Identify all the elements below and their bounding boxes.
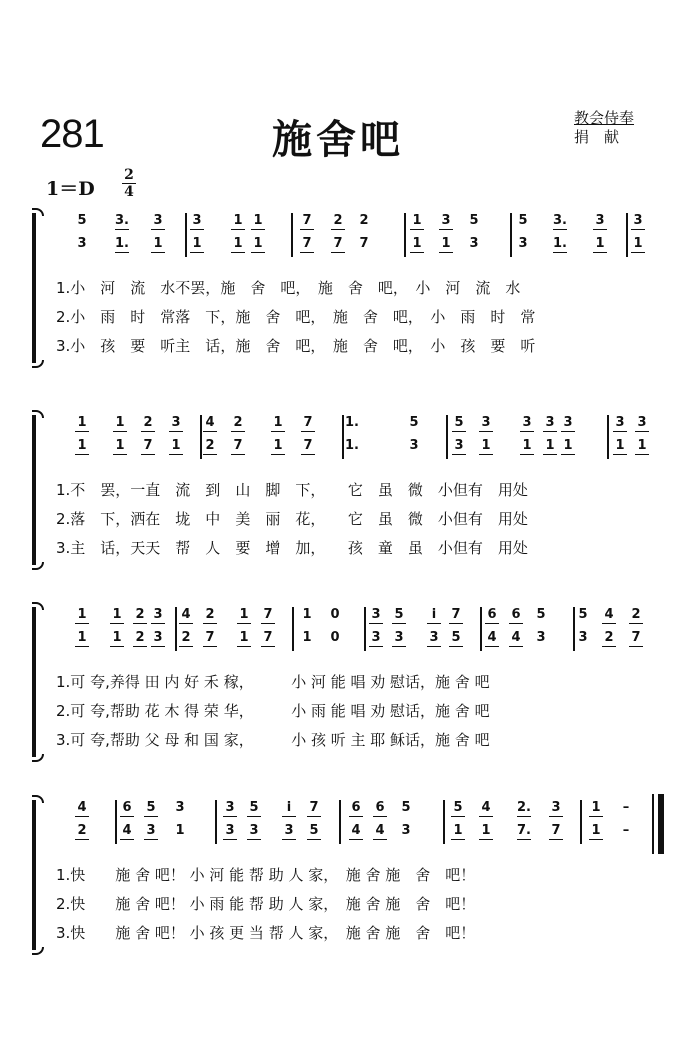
barline xyxy=(185,213,187,257)
lyric-verse-2: 2.小 雨 时 常落 下，施 舍 吧， 施 舍 吧， 小 雨 时 常 xyxy=(56,308,536,326)
time-signature-bottom: 4 xyxy=(124,184,134,200)
note: 7 xyxy=(307,800,321,817)
note: 2. xyxy=(517,800,531,815)
note: 2 xyxy=(141,415,155,432)
note: 3 xyxy=(536,630,546,645)
note: 7 xyxy=(261,630,275,647)
note: 3 xyxy=(439,213,453,230)
lyric-verse-1: 1.不 罢，一直 流 到 山 脚 下， 它 虽 微 小但有 用处 xyxy=(56,481,528,499)
note: 7 xyxy=(231,438,245,455)
lyric-verse-2: 2.快 施 舍 吧！ 小 雨 能 帮 助 人 家， 施 舍 施 舍 吧！ xyxy=(56,895,476,913)
note: 4 xyxy=(509,630,523,647)
lyric-verse-1: 1.快 施 舍 吧！ 小 河 能 帮 助 人 家， 施 舍 施 舍 吧！ xyxy=(56,866,476,884)
note: – xyxy=(622,800,630,815)
lower-voice xyxy=(0,438,700,458)
note: 3 xyxy=(520,415,534,432)
note: 5 xyxy=(77,213,87,228)
note: 5 xyxy=(518,213,528,228)
note: 1 xyxy=(479,823,493,840)
note: 1 xyxy=(593,236,607,253)
note: 5 xyxy=(451,800,465,817)
note: 3 xyxy=(631,213,645,230)
note: 3. xyxy=(553,213,567,228)
note: 1 xyxy=(75,607,89,624)
note: 3 xyxy=(452,438,466,455)
barline xyxy=(573,607,575,651)
note: 4 xyxy=(349,823,363,840)
note: 3 xyxy=(190,213,204,230)
note: i xyxy=(282,800,296,817)
note: 6 xyxy=(509,607,523,624)
note: 4 xyxy=(485,630,499,647)
note: 1 xyxy=(237,630,251,647)
note: 3 xyxy=(169,415,183,432)
note: 3 xyxy=(223,823,237,840)
barline xyxy=(404,213,406,257)
upper-voice xyxy=(0,607,700,627)
lower-voice xyxy=(0,823,700,843)
note: 4 xyxy=(479,800,493,817)
note: 7 xyxy=(203,630,217,647)
barline xyxy=(292,607,294,651)
note: 1 xyxy=(237,607,251,624)
note: 6 xyxy=(485,607,499,624)
note: 4 xyxy=(75,800,89,817)
note: 1 xyxy=(231,236,245,253)
note: 4 xyxy=(373,823,387,840)
note: 3 xyxy=(369,607,383,624)
lyric-verse-3: 3.快 施 舍 吧！ 小 孩 更 当 帮 人 家， 施 舍 施 舍 吧！ xyxy=(56,924,476,942)
note: 3 xyxy=(369,630,383,647)
lyric-verse-1: 1.小 河 流 水不罢，施 舍 吧， 施 舍 吧， 小 河 流 水 xyxy=(56,279,521,297)
note: 5 xyxy=(578,607,588,622)
barline xyxy=(339,800,341,844)
note: 7 xyxy=(549,823,563,840)
note: 1. xyxy=(553,236,567,251)
note: 1 xyxy=(169,438,183,455)
barline xyxy=(510,213,512,257)
note: 2 xyxy=(75,823,89,840)
note: 1 xyxy=(451,823,465,840)
note: 1. xyxy=(345,438,359,453)
note: 1 xyxy=(151,236,165,253)
note: 7 xyxy=(301,438,315,455)
time-signature xyxy=(122,168,136,199)
note: 4 xyxy=(120,823,134,840)
note: 3 xyxy=(175,800,185,815)
note: 3 xyxy=(392,630,406,647)
upper-voice xyxy=(0,415,700,435)
note: 3 xyxy=(282,823,296,840)
note: 4 xyxy=(203,415,217,432)
note: 2 xyxy=(203,607,217,624)
barline xyxy=(607,415,609,459)
note: 3 xyxy=(427,630,441,647)
note: 1 xyxy=(75,415,89,432)
note: 6 xyxy=(120,800,134,817)
time-signature-top: 2 xyxy=(124,167,134,183)
note: 1 xyxy=(75,630,89,647)
note: 2 xyxy=(231,415,245,432)
note: 5 xyxy=(401,800,411,815)
note: 1 xyxy=(113,415,127,432)
lyric-verse-3: 3.主 话，天天 帮 人 要 增 加， 孩 童 虽 小但有 用处 xyxy=(56,539,528,557)
note: 7 xyxy=(449,607,463,624)
note: 6 xyxy=(373,800,387,817)
note: 3 xyxy=(518,236,528,251)
note: 7. xyxy=(517,823,531,838)
note: 3 xyxy=(409,438,419,453)
note: 2 xyxy=(359,213,369,228)
note: 1 xyxy=(110,630,124,647)
note: 1 xyxy=(520,438,534,455)
hymn-number: 281 xyxy=(40,112,104,156)
lyric-verse-2: 2.可 夸,帮助 花 木 得 荣 华， 小 雨 能 唱 劝 慰话，施 舍 吧 xyxy=(56,702,490,720)
note: 2 xyxy=(133,607,147,624)
note: 5 xyxy=(469,213,479,228)
note: 1 xyxy=(302,630,312,645)
lyric-verse-3: 3.小 孩 要 听主 话，施 舍 吧， 施 舍 吧， 小 孩 要 听 xyxy=(56,337,536,355)
note: 7 xyxy=(359,236,369,251)
note: 1 xyxy=(613,438,627,455)
note: 3 xyxy=(401,823,411,838)
barline xyxy=(342,415,344,459)
note: 1 xyxy=(302,607,312,622)
note: 1 xyxy=(410,236,424,253)
note: 1 xyxy=(251,213,265,230)
credit xyxy=(574,109,634,147)
note: 3 xyxy=(578,630,588,645)
upper-voice xyxy=(0,800,700,820)
note: 7 xyxy=(141,438,155,455)
note: 3. xyxy=(115,213,129,228)
note: 1 xyxy=(231,213,245,230)
note: 7 xyxy=(261,607,275,624)
note: 5 xyxy=(307,823,321,840)
note: 1 xyxy=(589,800,603,817)
note: 7 xyxy=(300,236,314,253)
lyric-verse-3: 3.可 夸,帮助 父 母 和 国 家， 小 孩 听 主 耶 稣话，施 舍 吧 xyxy=(56,731,490,749)
note: 1 xyxy=(635,438,649,455)
note: 5 xyxy=(392,607,406,624)
key-signature: 1＝D xyxy=(46,178,95,200)
note: 7 xyxy=(301,415,315,432)
lower-voice xyxy=(0,236,700,256)
credit-line-1: 教会侍奉 xyxy=(574,109,635,127)
note: 1 xyxy=(110,607,124,624)
note: 3 xyxy=(151,630,165,647)
note: – xyxy=(622,823,630,838)
credit-line-2: 捐 献 xyxy=(574,128,620,146)
barline xyxy=(443,800,445,844)
note: 1 xyxy=(561,438,575,455)
lyric-verse-2: 2.落 下，洒在 垅 中 美 丽 花， 它 虽 微 小但有 用处 xyxy=(56,510,528,528)
note: 0 xyxy=(330,630,340,645)
note: 3 xyxy=(223,800,237,817)
note: 1. xyxy=(115,236,129,251)
note: 3 xyxy=(144,823,158,840)
note: 1 xyxy=(410,213,424,230)
note: 3 xyxy=(151,607,165,624)
barline xyxy=(291,213,293,257)
barline xyxy=(626,213,628,257)
barline xyxy=(364,607,366,651)
lower-voice xyxy=(0,630,700,650)
final-barline-thick xyxy=(658,794,664,854)
note: 1 xyxy=(479,438,493,455)
note: 5 xyxy=(247,800,261,817)
note: 3 xyxy=(469,236,479,251)
note: 1 xyxy=(439,236,453,253)
final-barline-thin xyxy=(652,794,654,854)
note: 2 xyxy=(179,630,193,647)
note: 4 xyxy=(602,607,616,624)
note: 5 xyxy=(449,630,463,647)
note: 0 xyxy=(330,607,340,622)
note: 6 xyxy=(349,800,363,817)
note: 3 xyxy=(247,823,261,840)
note: 5 xyxy=(409,415,419,430)
note: 5 xyxy=(144,800,158,817)
note: 3 xyxy=(543,415,557,432)
note: 2 xyxy=(629,607,643,624)
note: 7 xyxy=(629,630,643,647)
note: 1 xyxy=(543,438,557,455)
note: 1 xyxy=(631,236,645,253)
barline xyxy=(175,607,177,651)
note: 3 xyxy=(613,415,627,432)
lyric-verse-1: 1.可 夸,养得 田 内 好 禾 稼， 小 河 能 唱 劝 慰话，施 舍 吧 xyxy=(56,673,490,691)
barline xyxy=(446,415,448,459)
note: 2 xyxy=(203,438,217,455)
note: 1 xyxy=(271,438,285,455)
note: 2 xyxy=(331,213,345,230)
upper-voice xyxy=(0,213,700,233)
barline xyxy=(480,607,482,651)
barline xyxy=(580,800,582,844)
note: 3 xyxy=(635,415,649,432)
note: 3 xyxy=(151,213,165,230)
note: 7 xyxy=(300,213,314,230)
note: 3 xyxy=(479,415,493,432)
note: i xyxy=(427,607,441,624)
note: 1 xyxy=(113,438,127,455)
hymn-title: 施舍吧 xyxy=(272,117,404,163)
note: 2 xyxy=(602,630,616,647)
note: 1 xyxy=(589,823,603,840)
note: 5 xyxy=(536,607,546,622)
note: 2 xyxy=(133,630,147,647)
note: 3 xyxy=(593,213,607,230)
note: 3 xyxy=(549,800,563,817)
note: 7 xyxy=(331,236,345,253)
barline xyxy=(215,800,217,844)
note: 1 xyxy=(75,438,89,455)
note: 3 xyxy=(561,415,575,432)
barline xyxy=(115,800,117,844)
note: 4 xyxy=(179,607,193,624)
note: 1 xyxy=(175,823,185,838)
note: 1 xyxy=(271,415,285,432)
note: 1 xyxy=(190,236,204,253)
note: 1 xyxy=(251,236,265,253)
note: 5 xyxy=(452,415,466,432)
note: 1. xyxy=(345,415,359,430)
barline xyxy=(200,415,202,459)
note: 3 xyxy=(77,236,87,251)
